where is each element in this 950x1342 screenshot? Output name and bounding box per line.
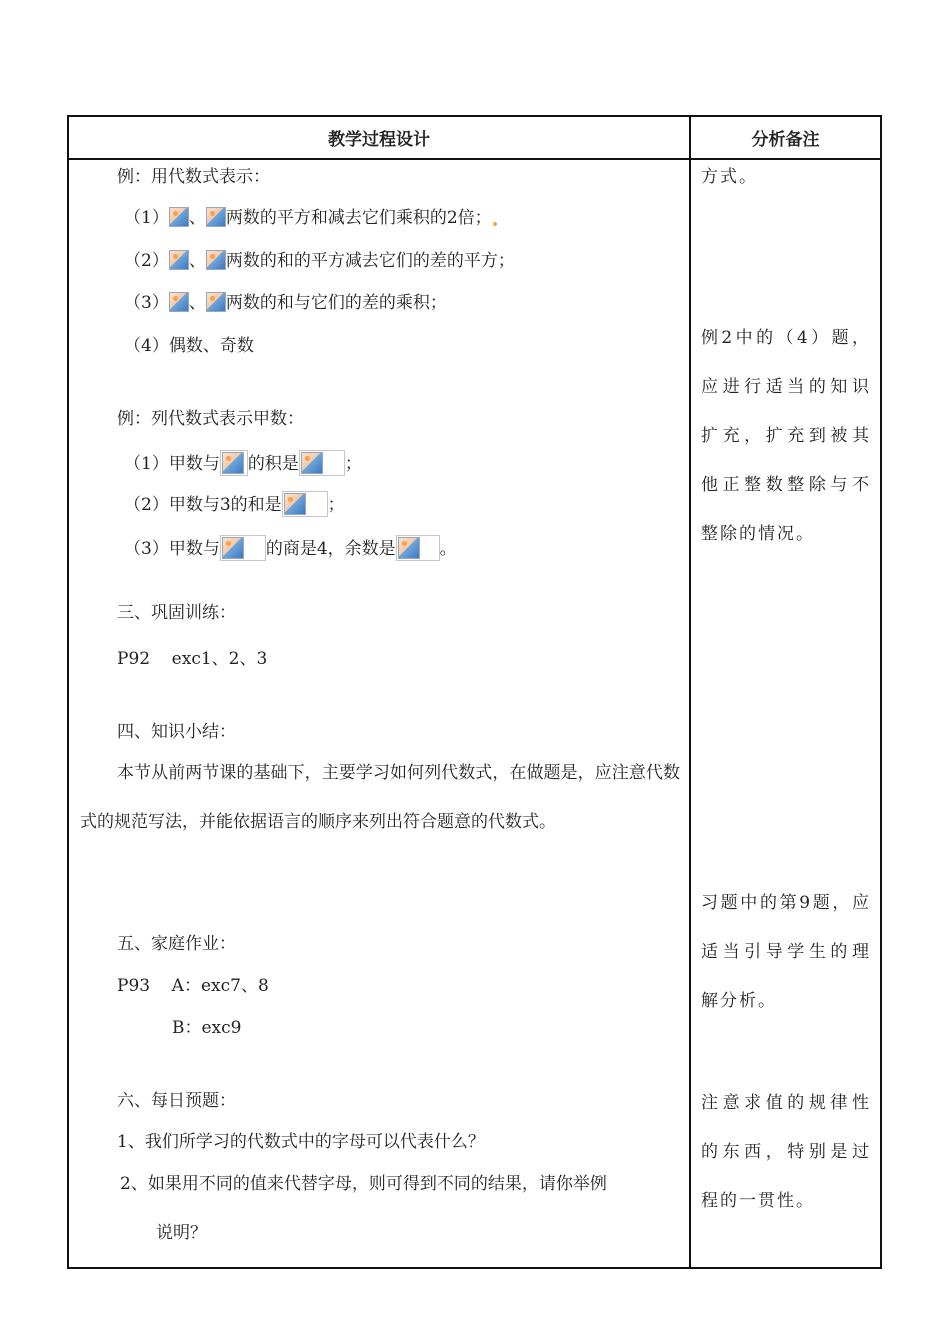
formula-box xyxy=(282,491,328,517)
formula-box xyxy=(299,450,345,476)
homework-line-b: B：exc9 xyxy=(172,1018,242,1038)
formula-image-icon xyxy=(206,292,226,312)
formula-image-icon xyxy=(301,452,323,474)
formula-image-icon xyxy=(169,207,189,227)
formula-box xyxy=(220,450,248,476)
header-teaching-process: 教学过程设计 xyxy=(328,130,430,150)
formula-image-icon xyxy=(222,537,244,559)
example1-item-1: （1） 、 两数的平方和减去它们乘积的2倍； xyxy=(124,207,498,229)
preview-question-1: 1、我们所学习的代数式中的字母可以代表什么？ xyxy=(117,1132,485,1152)
formula-image-icon xyxy=(206,207,226,227)
note-way: 方式。 xyxy=(701,167,758,187)
note-evaluation: 注意求值的规律性的东西，特别是过程的一贯性。 xyxy=(701,1093,871,1211)
section5-title: 五、家庭作业： xyxy=(117,934,236,954)
example2-item-3: （3）甲数与 的商是4，余数是 。 xyxy=(124,535,457,561)
preview-question-2: 2、如果用不同的值来代替字母，则可得到不同的结果，请你举例 xyxy=(120,1174,607,1194)
formula-image-icon xyxy=(206,250,226,270)
section4-title: 四、知识小结： xyxy=(117,722,236,742)
formula-image-icon xyxy=(284,493,306,515)
homework-line-a: P93 A：exc7、8 xyxy=(117,976,269,996)
formula-image-icon xyxy=(169,292,189,312)
formula-image-icon xyxy=(398,537,420,559)
header-analysis-notes: 分析备注 xyxy=(751,130,820,150)
formula-image-icon xyxy=(222,452,244,474)
example1-item-3: （3） 、 两数的和与它们的差的乘积； xyxy=(124,293,447,313)
example1-item-4: （4）偶数、奇数 xyxy=(124,336,254,356)
example2-item-2: （2）甲数与3的和是 ； xyxy=(124,491,345,517)
section3-exercises: P92 exc1、2、3 xyxy=(117,649,268,669)
note-example2: 例2中的（4）题，应进行适当的知识扩充，扩充到被其他正整数整除与不整除的情况。 xyxy=(701,328,871,544)
example1-item-2: （2） 、 两数的和的平方减去它们的差的平方； xyxy=(124,251,515,271)
example2-item-1: （1）甲数与 的积是 ； xyxy=(124,450,362,476)
example1-title: 例：用代数式表示： xyxy=(117,167,270,187)
formula-image-icon xyxy=(169,250,189,270)
preview-question-2-cont: 说明？ xyxy=(156,1223,207,1243)
column-divider xyxy=(689,115,691,1269)
example2-title: 例：列代数式表示甲数： xyxy=(117,409,304,429)
formula-box xyxy=(396,535,440,561)
section3-title: 三、巩固训练： xyxy=(117,603,236,623)
section6-title: 六、每日预题： xyxy=(117,1091,236,1111)
marker-dot xyxy=(493,222,497,226)
section4-summary: 本节从前两节课的基础下，主要学习如何列代数式，在做题是，应注意代数式的规范写法，并能依据语言的顺序来列出符合题意的代数式。 xyxy=(80,763,680,832)
note-exercise9: 习题中的第9题，应适当引导学生的理解分析。 xyxy=(701,893,871,1011)
formula-box xyxy=(220,535,266,561)
